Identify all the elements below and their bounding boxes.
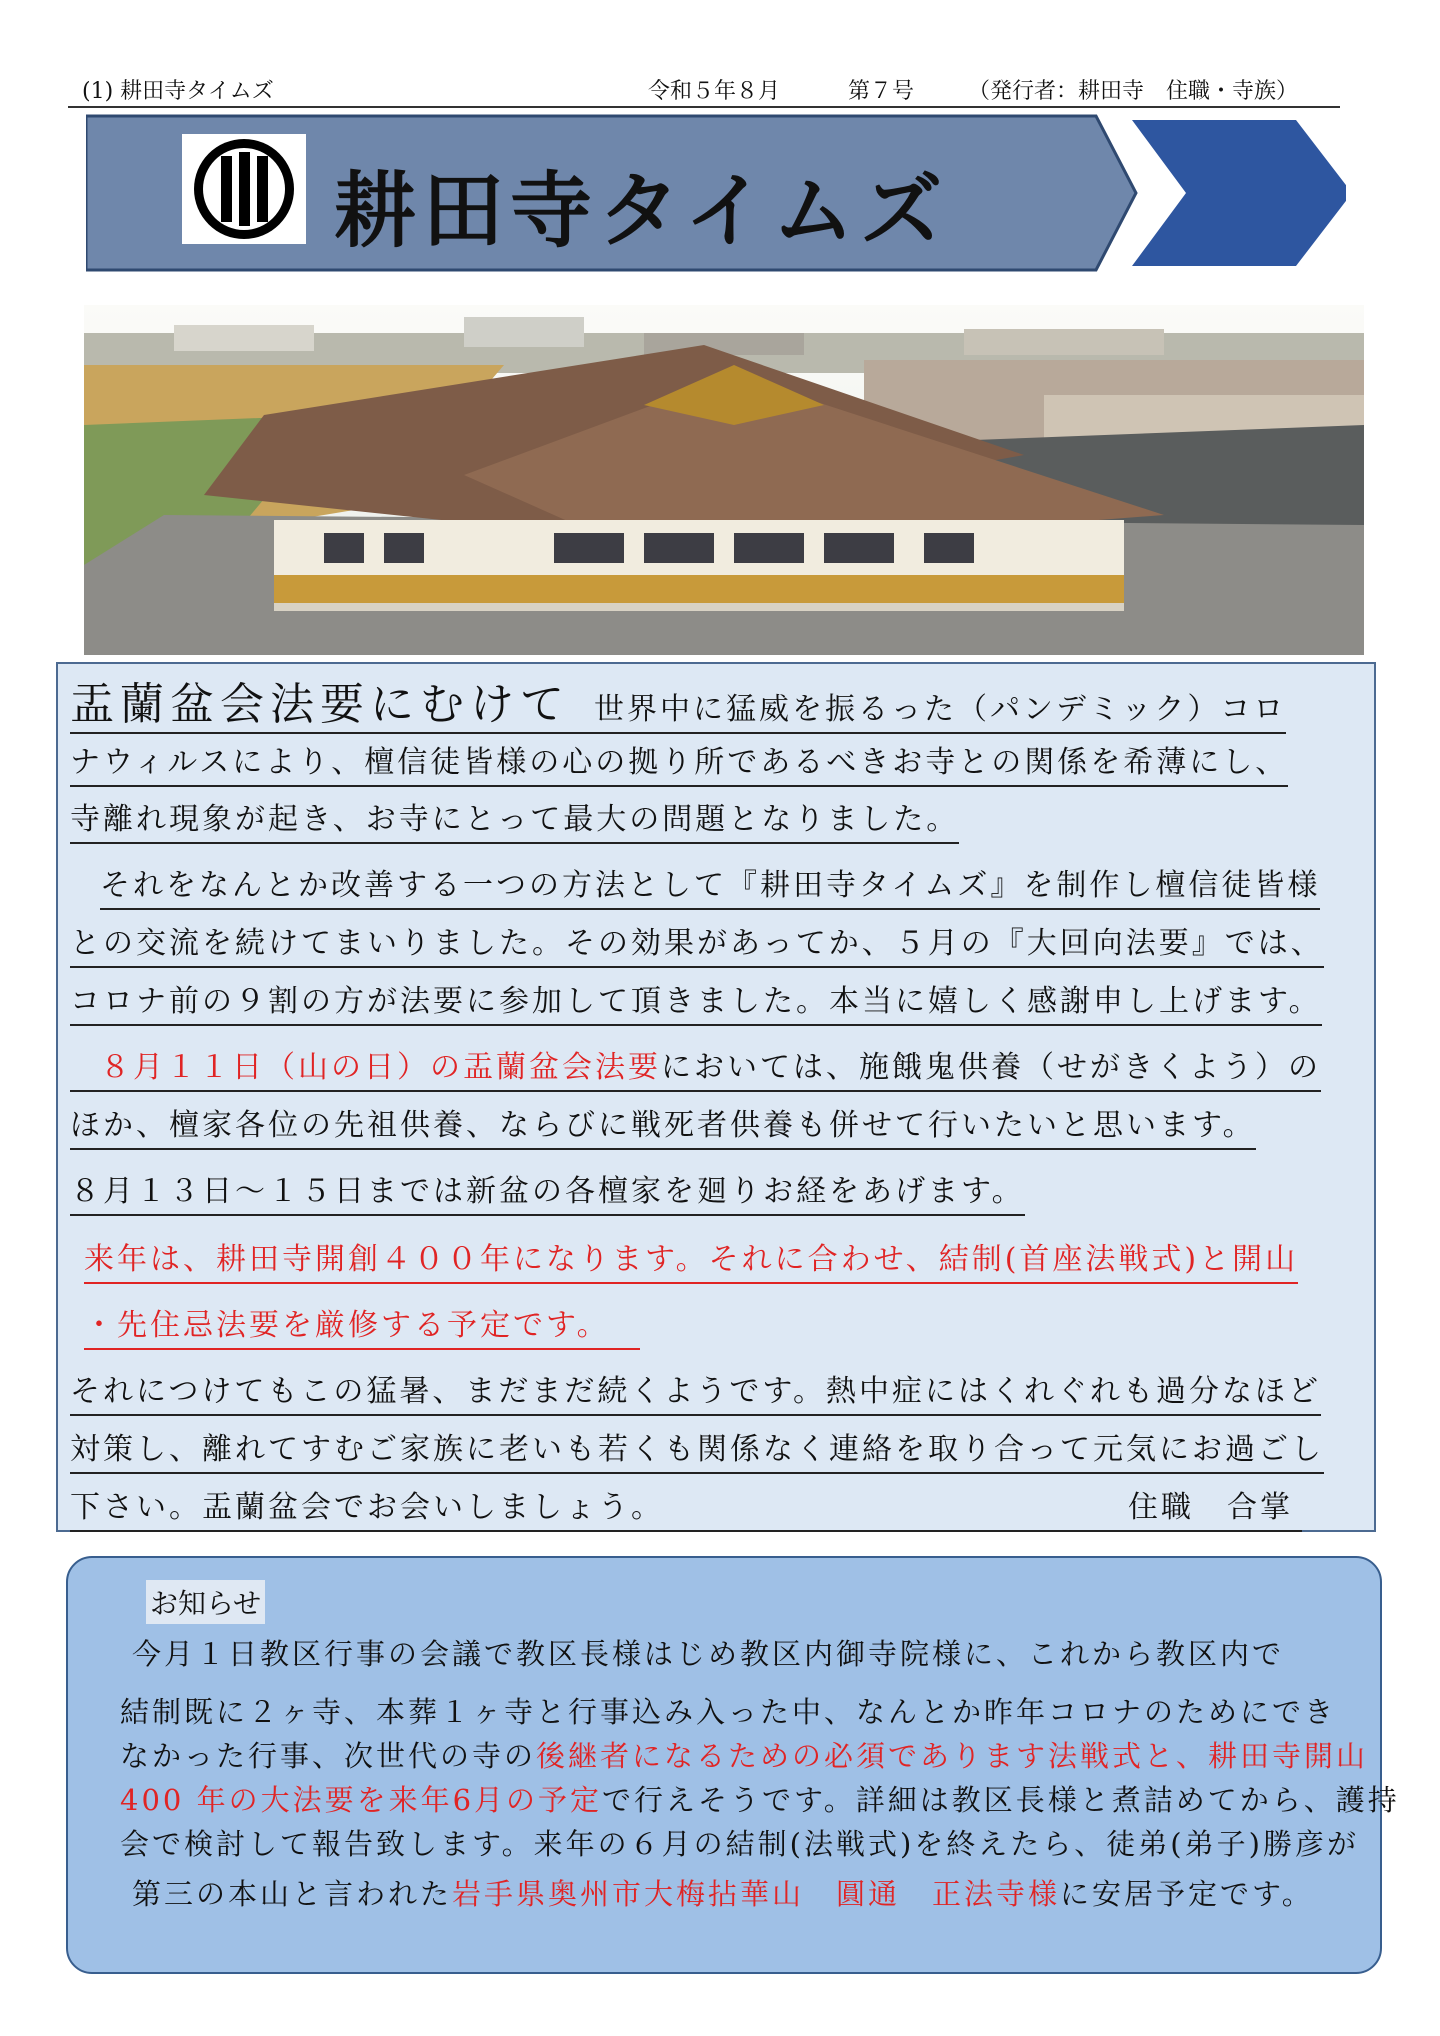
article-text: においては、施餓鬼供養（せがきくよう）の xyxy=(661,1050,1321,1085)
notice-text: で行えそうです。詳細は教区長様と煮詰めてから、護持 xyxy=(602,1783,1400,1817)
article-line-13: 対策し、離れてすむご家族に老いも若くも関係なく連絡を取り合って元気にお過ごし xyxy=(70,1430,1324,1474)
article-heading: 盂蘭盆会法要にむけて xyxy=(70,679,570,730)
article-line-4: それをなんとか改善する一つの方法として『耕田寺タイムズ』を制作し檀信徒皆様 xyxy=(100,866,1320,910)
article-line-14 xyxy=(70,1488,1302,1532)
issue-date: 令和５年８月 xyxy=(648,79,781,104)
publisher: （発行者：耕田寺 住職・寺族） xyxy=(968,79,1299,104)
banner-chevron-arrow xyxy=(1132,120,1346,266)
article-line-1 xyxy=(70,679,1287,734)
article-line-9: ８月１３日～１５日までは新盆の各檀家を廻りお経をあげます。 xyxy=(70,1172,1025,1216)
notice-highlight: 400 年の大法要を来年6月の予定 xyxy=(120,1783,603,1817)
notice-text: 第三の本山と言われた xyxy=(132,1877,453,1911)
temple-crest-logo xyxy=(182,134,306,244)
temple-photo xyxy=(84,305,1364,655)
notice-highlight: 岩手県奥州市大梅拈華山 圓通 正法寺様 xyxy=(452,1877,1061,1911)
newsletter-title: 耕田寺タイムズ xyxy=(334,164,949,259)
issue-number: 第７号 xyxy=(848,79,915,104)
signature: 住職 合掌 xyxy=(1128,1490,1293,1525)
notice-line-4 xyxy=(120,1780,1400,1820)
article-text: 下さい。盂蘭盆会でお会いしましょう。 xyxy=(70,1490,664,1525)
title-banner xyxy=(86,114,1146,272)
article-line-12: それにつけてもこの猛暑、まだまだ続くようです。熱中症にはくれぐれも過分なほど xyxy=(70,1372,1321,1416)
notice-highlight: 後継者になるための必須であります法戦式と、耕田寺開山 xyxy=(536,1739,1369,1773)
issue-header-left: (1) 耕田寺タイムズ xyxy=(82,79,274,104)
notice-line-5: 会で検討して報告致します。来年の６月の結制(法戦式)を終えたら、徒弟(弟子)勝彦が xyxy=(120,1827,1359,1861)
notice-line-2: 結制既に２ヶ寺、本葬１ヶ寺と行事込み入った中、なんとか昨年コロナのためにでき xyxy=(120,1695,1337,1729)
masthead-line xyxy=(68,72,1340,108)
article-line-2: ナウィルスにより、檀信徒皆様の心の拠り所であるべきお寺との関係を希薄にし、 xyxy=(70,743,1288,787)
article-line-8: ほか、檀家各位の先祖供養、ならびに戦死者供養も併せて行いたいと思います。 xyxy=(70,1106,1256,1150)
notice-line-3 xyxy=(120,1736,1368,1776)
notice-line-6 xyxy=(132,1874,1314,1914)
obon-event-date: ８月１１日（山の日）の盂蘭盆会法要 xyxy=(100,1050,661,1085)
article-line-6: コロナ前の９割の方が法要に参加して頂きました。本当に嬉しく感謝申し上げます。 xyxy=(70,982,1322,1026)
notice-line-1: 今月１日教区行事の会議で教区長様はじめ教区内御寺院様に、これから教区内で xyxy=(132,1637,1285,1671)
notice-label: お知らせ xyxy=(146,1580,265,1624)
notice-text: に安居予定です。 xyxy=(1060,1877,1314,1911)
article-line-3: 寺離れ現象が起き、お寺にとって最大の問題となりました。 xyxy=(70,800,959,844)
article-line-11: ・先住忌法要を厳修する予定です。 xyxy=(84,1306,640,1350)
article-line-7 xyxy=(70,1048,1321,1092)
notice-text: なかった行事、次世代の寺の xyxy=(120,1739,537,1773)
article-text: 世界中に猛威を振るった（パンデミック）コロ xyxy=(594,692,1287,727)
article-line-10: 来年は、耕田寺開創４００年になります。それに合わせ、結制(首座法戦式)と開山 xyxy=(84,1240,1298,1284)
article-line-5: との交流を続けてまいりました。その効果があってか、５月の『大回向法要』では、 xyxy=(70,924,1324,968)
